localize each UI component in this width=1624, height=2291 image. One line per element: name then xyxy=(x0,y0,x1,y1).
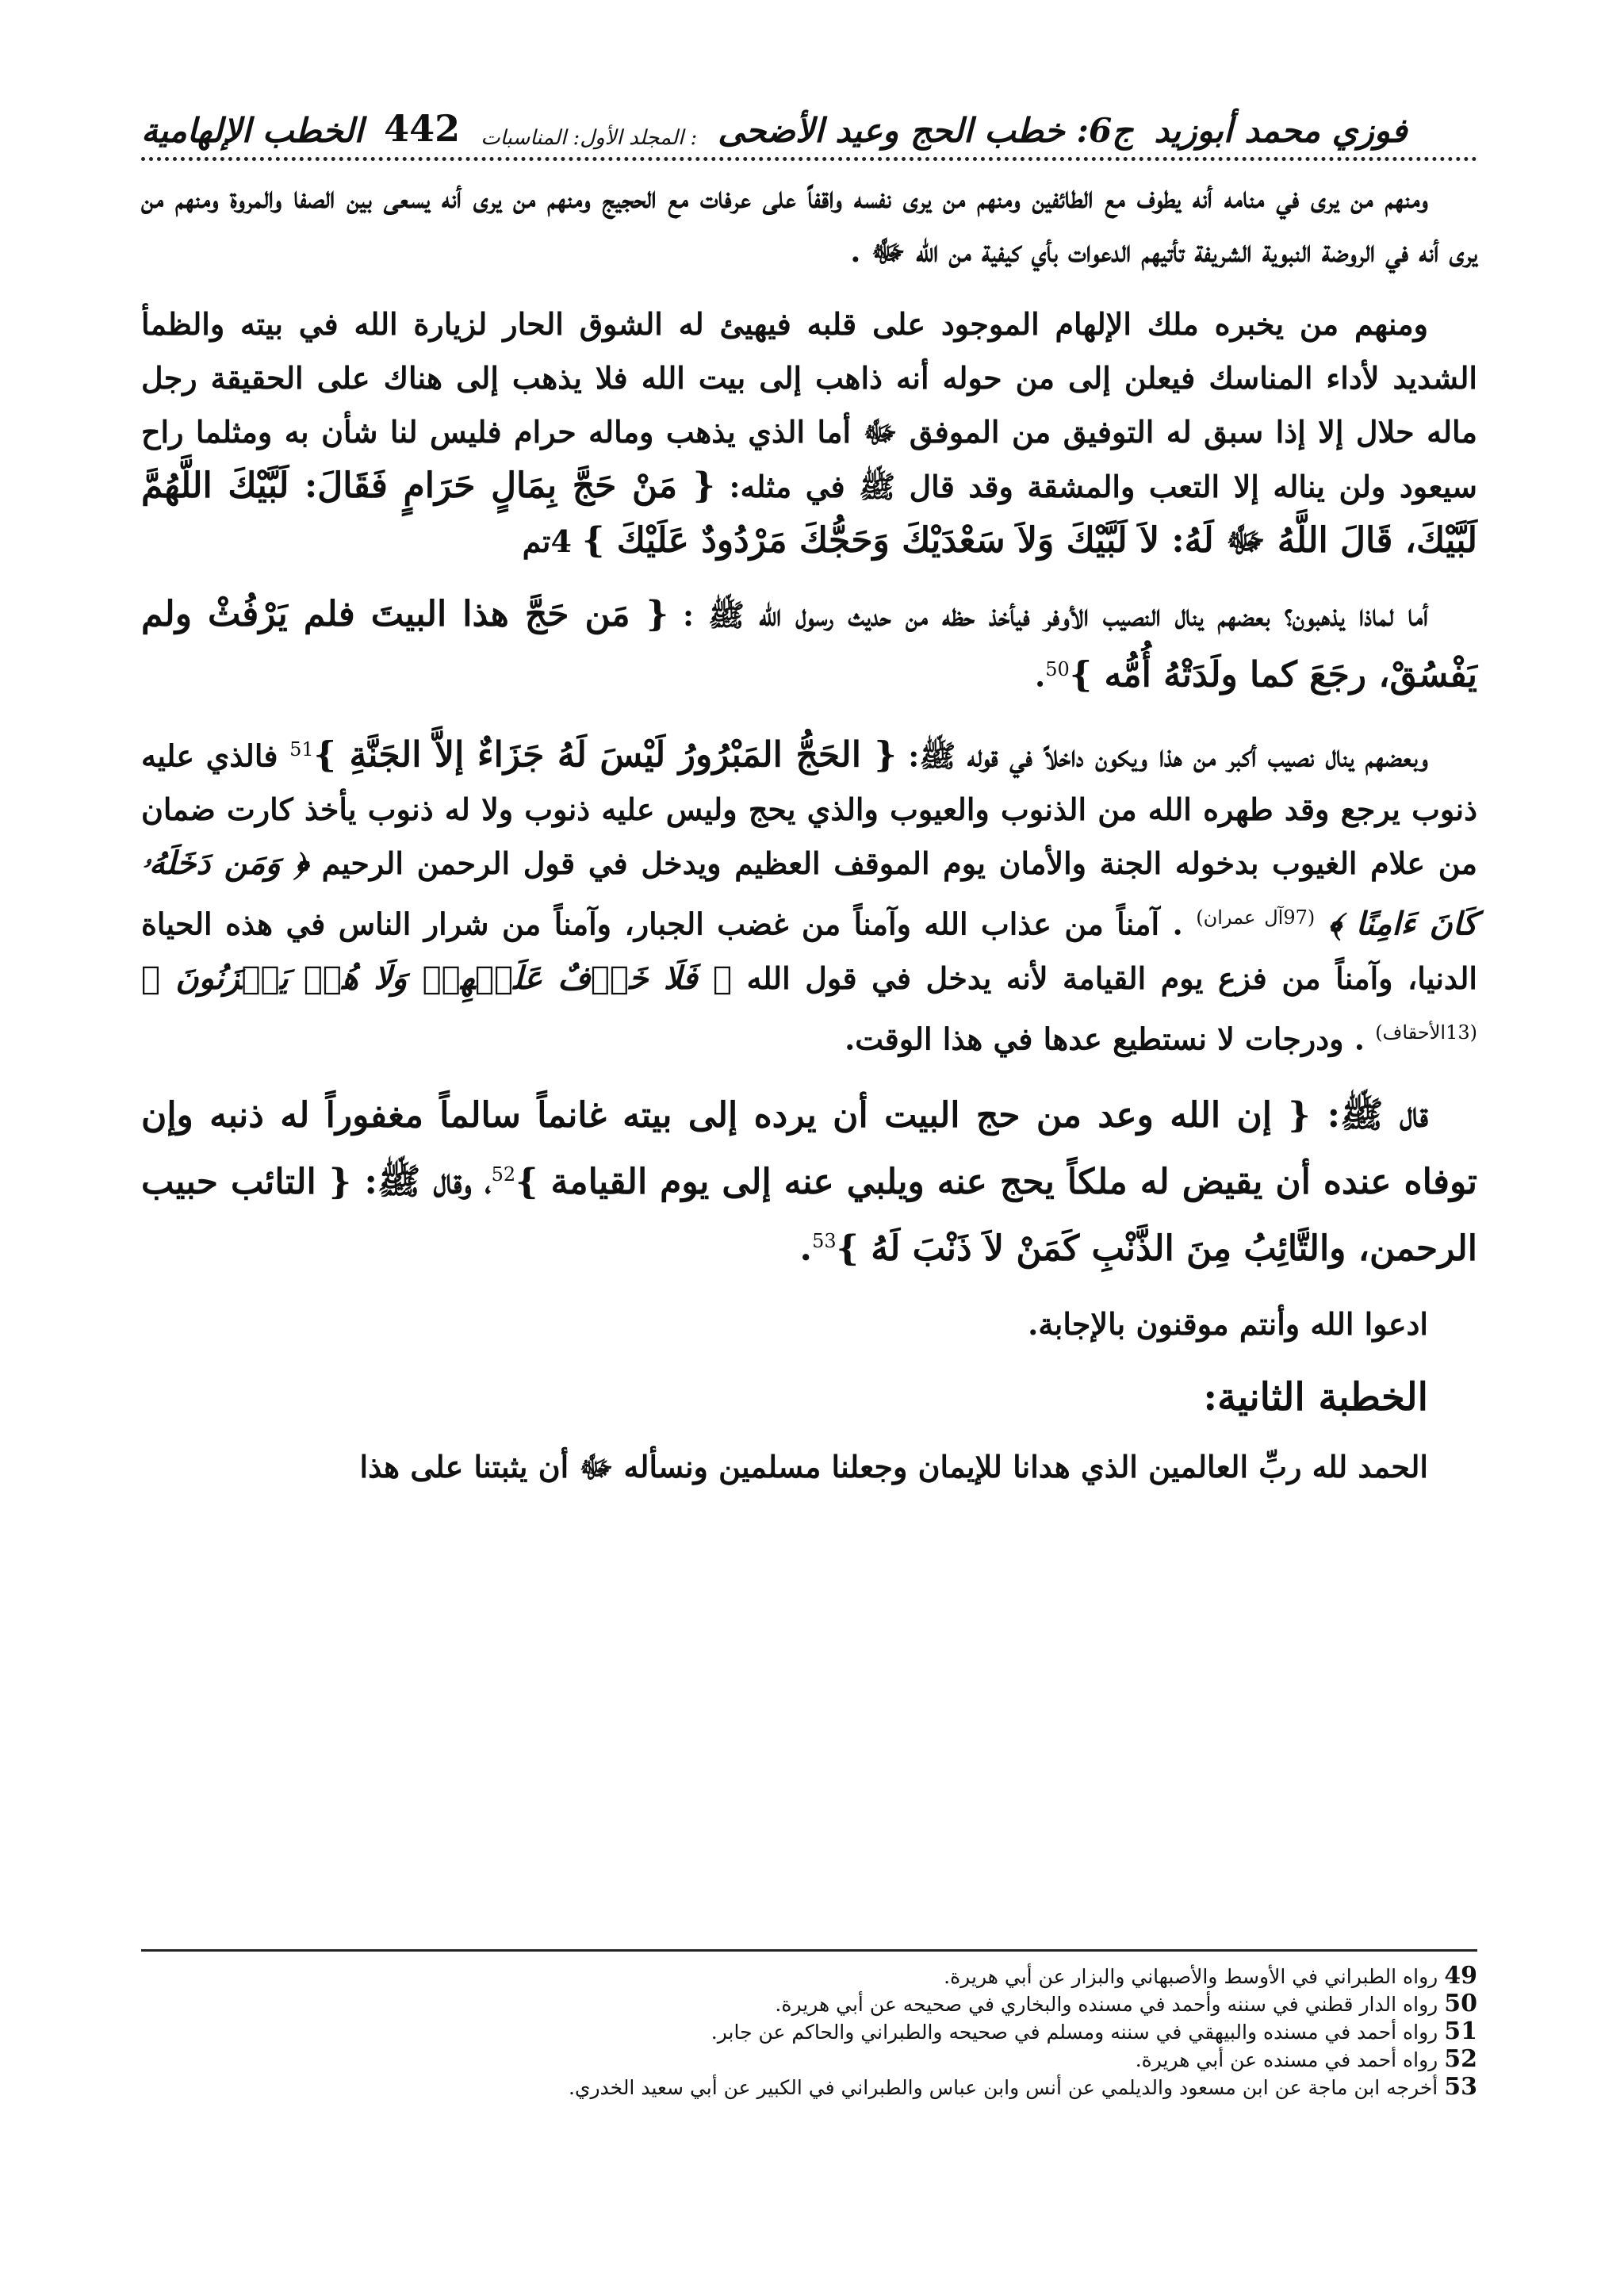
hadith-quote: { مَنْ حَجَّ بِمَالٍ حَرَامٍ فَقَالَ: لَبَّيْكَ اللَّهُمَّ لَبَّيْكَ، قَالَ اللَّهُ ﷻ لَهُ: لاَ لَبَّيْكَ وَلاَ سَعْدَيْكَ وَحَجُّكَ مَرْدُودٌ عَلَيْكَ } xyxy=(141,465,1477,561)
hadith-reference: 4تم xyxy=(522,523,572,559)
running-header xyxy=(141,78,1477,161)
hadith-quote: { التائب حبيب الرحمن، والتَّائِبُ مِنَ الذَّنْبِ كَمَنْ لاَ ذَنْبَ لَهُ } xyxy=(141,1161,1477,1269)
footnote-marker: 50 xyxy=(1045,658,1070,680)
footnote: 51رواه أحمد في مسنده والبيهقي في سننه ومسلم في صحيحه والطبراني والحاكم عن جابر. xyxy=(710,2017,1477,2045)
paragraph-2 xyxy=(141,297,1477,569)
hadith-quote: { مَن حَجَّ هذا البيتَ فلم يَرْفُثْ ولم يَفْسُقْ، رجَعَ كما ولَدَتْهُ أُمُّه } xyxy=(141,594,1477,695)
paragraph-4-text: وبعضهم ينال نصيب أكبر من هذا ويكون داخلاً في قوله ﷺ: xyxy=(908,737,1429,774)
quran-verse: ﴿ وَمَن دَخَلَهُۥ كَانَ ءَامِنًا ﴾ xyxy=(141,845,1477,943)
footnote: 49رواه الطبراني في الأوسط والأصبهاني والبزار عن أبي هريرة. xyxy=(944,1962,1477,1990)
paragraph-6: ادعوا الله وأنتم موقنون بالإجابة. xyxy=(1028,1305,1428,1342)
paragraph-5-text: قال ﷺ: xyxy=(1327,1093,1429,1136)
hadith-quote: { الحَجُّ المَبْرُورُ لَيْسَ لَهُ جَزَاءٌ إلاَّ الجَنَّةِ } xyxy=(313,734,897,776)
quran-verse: ﴿ فَلَا خَوۡفٌ عَلَيۡهِمۡ وَلَا هُمۡ يَحۡزَنُونَ ﴾ xyxy=(141,959,733,997)
paragraph-4-text: فالذي عليه ذنوب يرجع وقد طهره الله من الذنوب والعيوب والذي يحج وليس عليه ذنوب ولا له ذنوب يأخذ كارت ضمان من علام الغيوب بدخوله الجنة والأمان يوم الموقف العظيم ويدخل في قول الرحمن الرحيم xyxy=(141,737,1477,882)
verse-reference: (13الأحقاف) xyxy=(1375,1021,1477,1044)
paragraph-1: ومنهم من يرى في منامه أنه يطوف مع الطائفين ومنهم من يرى نفسه واقفاً على عرفات مع الحجيج ومنهم من يرى أنه يسعى بين الصفا والمروة ومنهم من يرى أنه في الروضة النبوية الشريفة تأتيهم الدعوات بأي كيفية من الله ﷻ . xyxy=(141,179,1477,269)
author-name: فوزي محمد أبوزيد xyxy=(1154,110,1408,150)
paragraph-4 xyxy=(141,722,1477,1067)
paragraph-4-text: . آمناً من عذاب الله وآمناً من غضب الجبار، وآمناً من شرار الناس في هذه الحياة الدنيا، وآمناً من فزع يوم القيامة لأنه يدخل في قول الله xyxy=(141,906,1477,996)
paragraph-4-text: . ودرجات لا نستطيع عدها في هذا الوقت. xyxy=(845,1021,1365,1057)
footnote-marker: 51 xyxy=(289,737,314,760)
paragraph-5: قال ﷺ: { إن الله وعد من حج البيت أن يرده إلى بيته غانماً سالماً مغفوراً له ذنبه وإن توفاه عنده أن يقيض له ملكاً يحج عنه ويلبي عنه إلى يوم القيامة }$^{52}$، وقال ﷺ: { التائب حبيب الرحمن، والتَّائِبُ مِنَ الذَّنْبِ كَمَنْ لاَ ذَنْبَ لَهُ }$^{53}$. xyxy=(141,1093,1478,1269)
verse-reference: (97آل عمران) xyxy=(1196,906,1316,929)
footnote-marker: 52 xyxy=(491,1163,516,1186)
footnote: 50رواه الدار قطني في سننه وأحمد في مسنده والبخاري في صحيحه عن أبي هريرة. xyxy=(775,1990,1477,2017)
section-title: الخطبة الثانية: xyxy=(1203,1374,1428,1419)
part-title: ج6: خطب الحج وعيد الأضحى xyxy=(718,110,1134,150)
paragraph-5-text: ، وقال ﷺ: xyxy=(364,1159,492,1202)
paragraph-7: الحمد لله ربِّ العالمين الذي هدانا للإيمان وجعلنا مسلمين ونسأله ﷻ أن يثبتنا على هذا xyxy=(359,1448,1428,1485)
paragraph-3: أما لماذا يذهبون؟ بعضهم ينال النصيب الأوفر فيأخذ حظه من حديث رسول الله ﷺ : { مَن حَجَّ هذا البيتَ فلم يَرْفُثْ ولم يَفْسُقْ، رجَعَ كما ولَدَتْهُ أُمُّه }$^{50}$. xyxy=(141,594,1477,695)
body-text xyxy=(141,170,1477,1513)
footnote: 53أخرجه ابن ماجة عن ابن مسعود والديلمي عن أنس وابن عباس والطبراني في الكبير عن أبي سعيد الخدري. xyxy=(568,2073,1477,2101)
paragraph-2-text: ومنهم من يخبره ملك الإلهام الموجود على قلبه فيهيئ له الشوق الحار لزيارة الله في بيته والظمأ الشديد لأداء المناسك فيعلن إلى من حوله أنه ذاهب إلى بيت الله فلا يذهب إلى هناك على الحقيقة رجل ماله حلال إلا إذا سبق له التوفيق من الموفق ﷻ أما الذي يذهب وماله حرام فليس لنا شأن به ومثلما راح سيعود ولن يناله إلا التعب والمشقة وقد قال ﷺ في مثله: xyxy=(141,306,1478,504)
footnote: 52رواه أحمد في مسنده عن أبي هريرة. xyxy=(1135,2045,1477,2073)
hadith-quote: { إن الله وعد من حج البيت أن يرده إلى بيته غانماً سالماً مغفوراً له ذنبه وإن توفاه عنده أن يقيض له ملكاً يحج عنه ويلبي عنه إلى يوم القيامة } xyxy=(141,1094,1478,1202)
footnotes xyxy=(141,1949,1477,2101)
page-number: 442 xyxy=(384,106,461,150)
footnote-marker: 53 xyxy=(812,1229,837,1252)
paragraph-3-text: أما لماذا يذهبون؟ بعضهم ينال النصيب الأوفر فيأخذ حظه من حديث رسول الله ﷺ : xyxy=(683,597,1429,633)
volume-label: المجلد الأول: المناسبات : xyxy=(481,125,698,150)
book-title: الخطب الإلهامية xyxy=(141,110,364,150)
